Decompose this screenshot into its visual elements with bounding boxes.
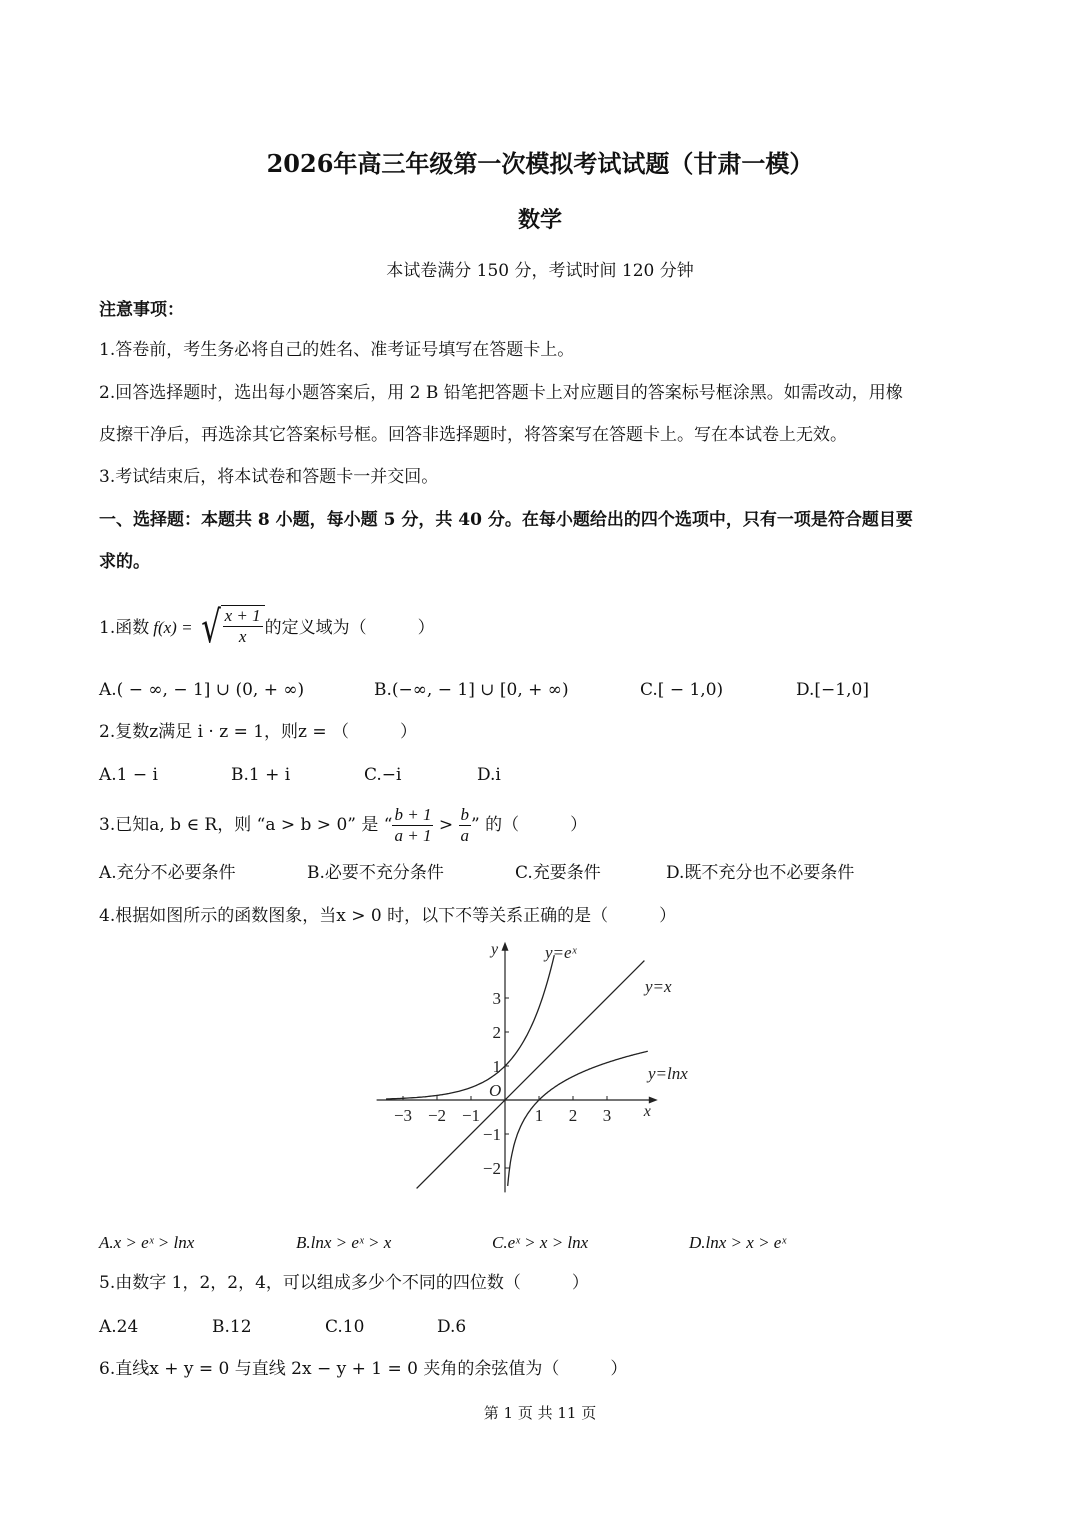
origin-label: O [489, 1081, 502, 1100]
notes-item-1: 1.答卷前，考生务必将自己的姓名、准考证号填写在答题卡上。 [99, 340, 575, 360]
notes-item-2-line-2: 皮擦干净后，再选涂其它答案标号框。回答非选择题时，将答案写在答题卡上。写在本试卷上无效。 [99, 425, 847, 445]
q1-option-c: C.[ − 1,0) [640, 680, 724, 700]
q1-fraction [221, 605, 265, 651]
x-tick-label: −3 [393, 1106, 413, 1125]
y-tick-label: 2 [492, 1023, 501, 1042]
ln-curve [508, 1051, 648, 1186]
x-tick-label: 2 [568, 1106, 578, 1125]
question-4: 4.根据如图所示的函数图象，当x > 0 时，以下不等关系正确的是（ ） [99, 906, 677, 926]
q1-prefix: 1.函数 [99, 618, 150, 638]
x-tick-label: −2 [427, 1106, 447, 1125]
y-axis-label: y [491, 940, 499, 958]
radical-sign: √ [200, 602, 221, 653]
exp-curve [386, 955, 554, 1099]
q3-numerator-2: b [460, 804, 470, 824]
q3-option-a: A.充分不必要条件 [99, 863, 236, 883]
q4-option-c: C.eˣ > x > lnx [492, 1233, 589, 1252]
ln-curve-label: y=lnx [648, 1064, 688, 1083]
q5-option-b: B.12 [212, 1317, 252, 1337]
q2-option-b: B.1 + i [231, 765, 291, 785]
question-6: 6.直线x + y = 0 与直线 2x − y + 1 = 0 夹角的余弦值为（ ） [99, 1359, 628, 1379]
notes-item-2-line-1: 2.回答选择题时，选出每小题答案后，用 2 B 铅笔把答题卡上对应题目的答案标号框涂黑。如需改动，用橡 [99, 383, 903, 403]
q3-denominator-1: a + 1 [394, 825, 432, 845]
q2-option-a: A.1 − i [99, 765, 158, 785]
section-heading-bold: 一、选择题 [99, 510, 184, 530]
section-heading-rest: ：本题共 8 小题，每小题 5 分，共 40 分。在每小题给出的四个选项中，只有一项是符合题目要 [184, 510, 913, 530]
y-tick-label: 1 [492, 1057, 501, 1076]
q3-fraction-2 [459, 805, 472, 846]
identity-line [417, 961, 645, 1189]
y-tick-label: −2 [482, 1159, 501, 1178]
y-tick-label: 3 [492, 989, 501, 1008]
page-footer: 第 1 页 共 11 页 [483, 1404, 597, 1422]
q1-suffix: 的定义域为（ ） [264, 618, 435, 638]
function-graph [370, 938, 690, 1218]
q3-suffix: ” 的（ ） [471, 815, 588, 835]
x-axis-label: x [643, 1103, 651, 1120]
q3-greater-than: > [433, 815, 459, 835]
q1-denominator: x [238, 627, 247, 646]
question-1 [99, 600, 435, 656]
q1-option-b: B.(−∞, − 1] ∪ [0, + ∞) [374, 680, 569, 700]
y-axis-arrow [502, 942, 509, 951]
x-tick-label: −1 [461, 1106, 481, 1125]
identity-line-label: y=x [645, 977, 672, 996]
notes-heading: 注意事项： [99, 300, 184, 320]
q3-prefix: 3.已知a, b ∈ R，则 “a > b > 0” 是 “ [99, 815, 393, 835]
exam-title: 2026年高三年级第一次模拟考试试题（甘肃一模） [266, 149, 814, 178]
q5-option-c: C.10 [325, 1317, 365, 1337]
notes-item-3: 3.考试结束后，将本试卷和答题卡一并交回。 [99, 467, 439, 487]
q3-option-c: C.充要条件 [515, 863, 601, 883]
x-tick-label: 1 [534, 1106, 544, 1125]
x-tick-label: 3 [602, 1106, 612, 1125]
question-2: 2.复数z满足 i · z = 1，则z = （ ） [99, 722, 418, 742]
q1-function: f(x) = [153, 618, 193, 637]
q3-fraction-1 [392, 805, 433, 846]
q3-numerator-1: b + 1 [394, 804, 432, 824]
q1-sqrt [197, 602, 265, 653]
section-heading [99, 510, 913, 530]
question-5: 5.由数字 1，2，2，4，可以组成多少个不同的四位数（ ） [99, 1273, 589, 1293]
question-3 [99, 800, 587, 850]
q1-numerator: x + 1 [224, 606, 261, 625]
q3-denominator-2: a [460, 825, 470, 845]
q4-option-a: A.x > eˣ > lnx [99, 1233, 195, 1252]
q3-option-b: B.必要不充分条件 [307, 863, 444, 883]
exam-info: 本试卷满分 150 分，考试时间 120 分钟 [386, 261, 694, 281]
q1-option-d: D.[−1,0] [796, 680, 869, 700]
exp-curve-label: y=eˣ [545, 943, 577, 962]
y-tick-label: −1 [482, 1125, 501, 1144]
subject-title: 数学 [517, 207, 562, 233]
q3-option-d: D.既不充分也不必要条件 [666, 863, 855, 883]
q2-option-c: C.−i [364, 765, 402, 785]
q4-option-d: D.lnx > x > eˣ [689, 1233, 787, 1252]
q5-option-d: D.6 [437, 1317, 467, 1337]
section-heading-line-2: 求的。 [99, 552, 150, 572]
q4-option-b: B.lnx > eˣ > x [296, 1233, 392, 1252]
q1-option-a: A.( − ∞, − 1] ∪ (0, + ∞) [99, 680, 305, 700]
q2-option-d: D.i [477, 765, 501, 785]
q5-option-a: A.24 [99, 1317, 139, 1337]
